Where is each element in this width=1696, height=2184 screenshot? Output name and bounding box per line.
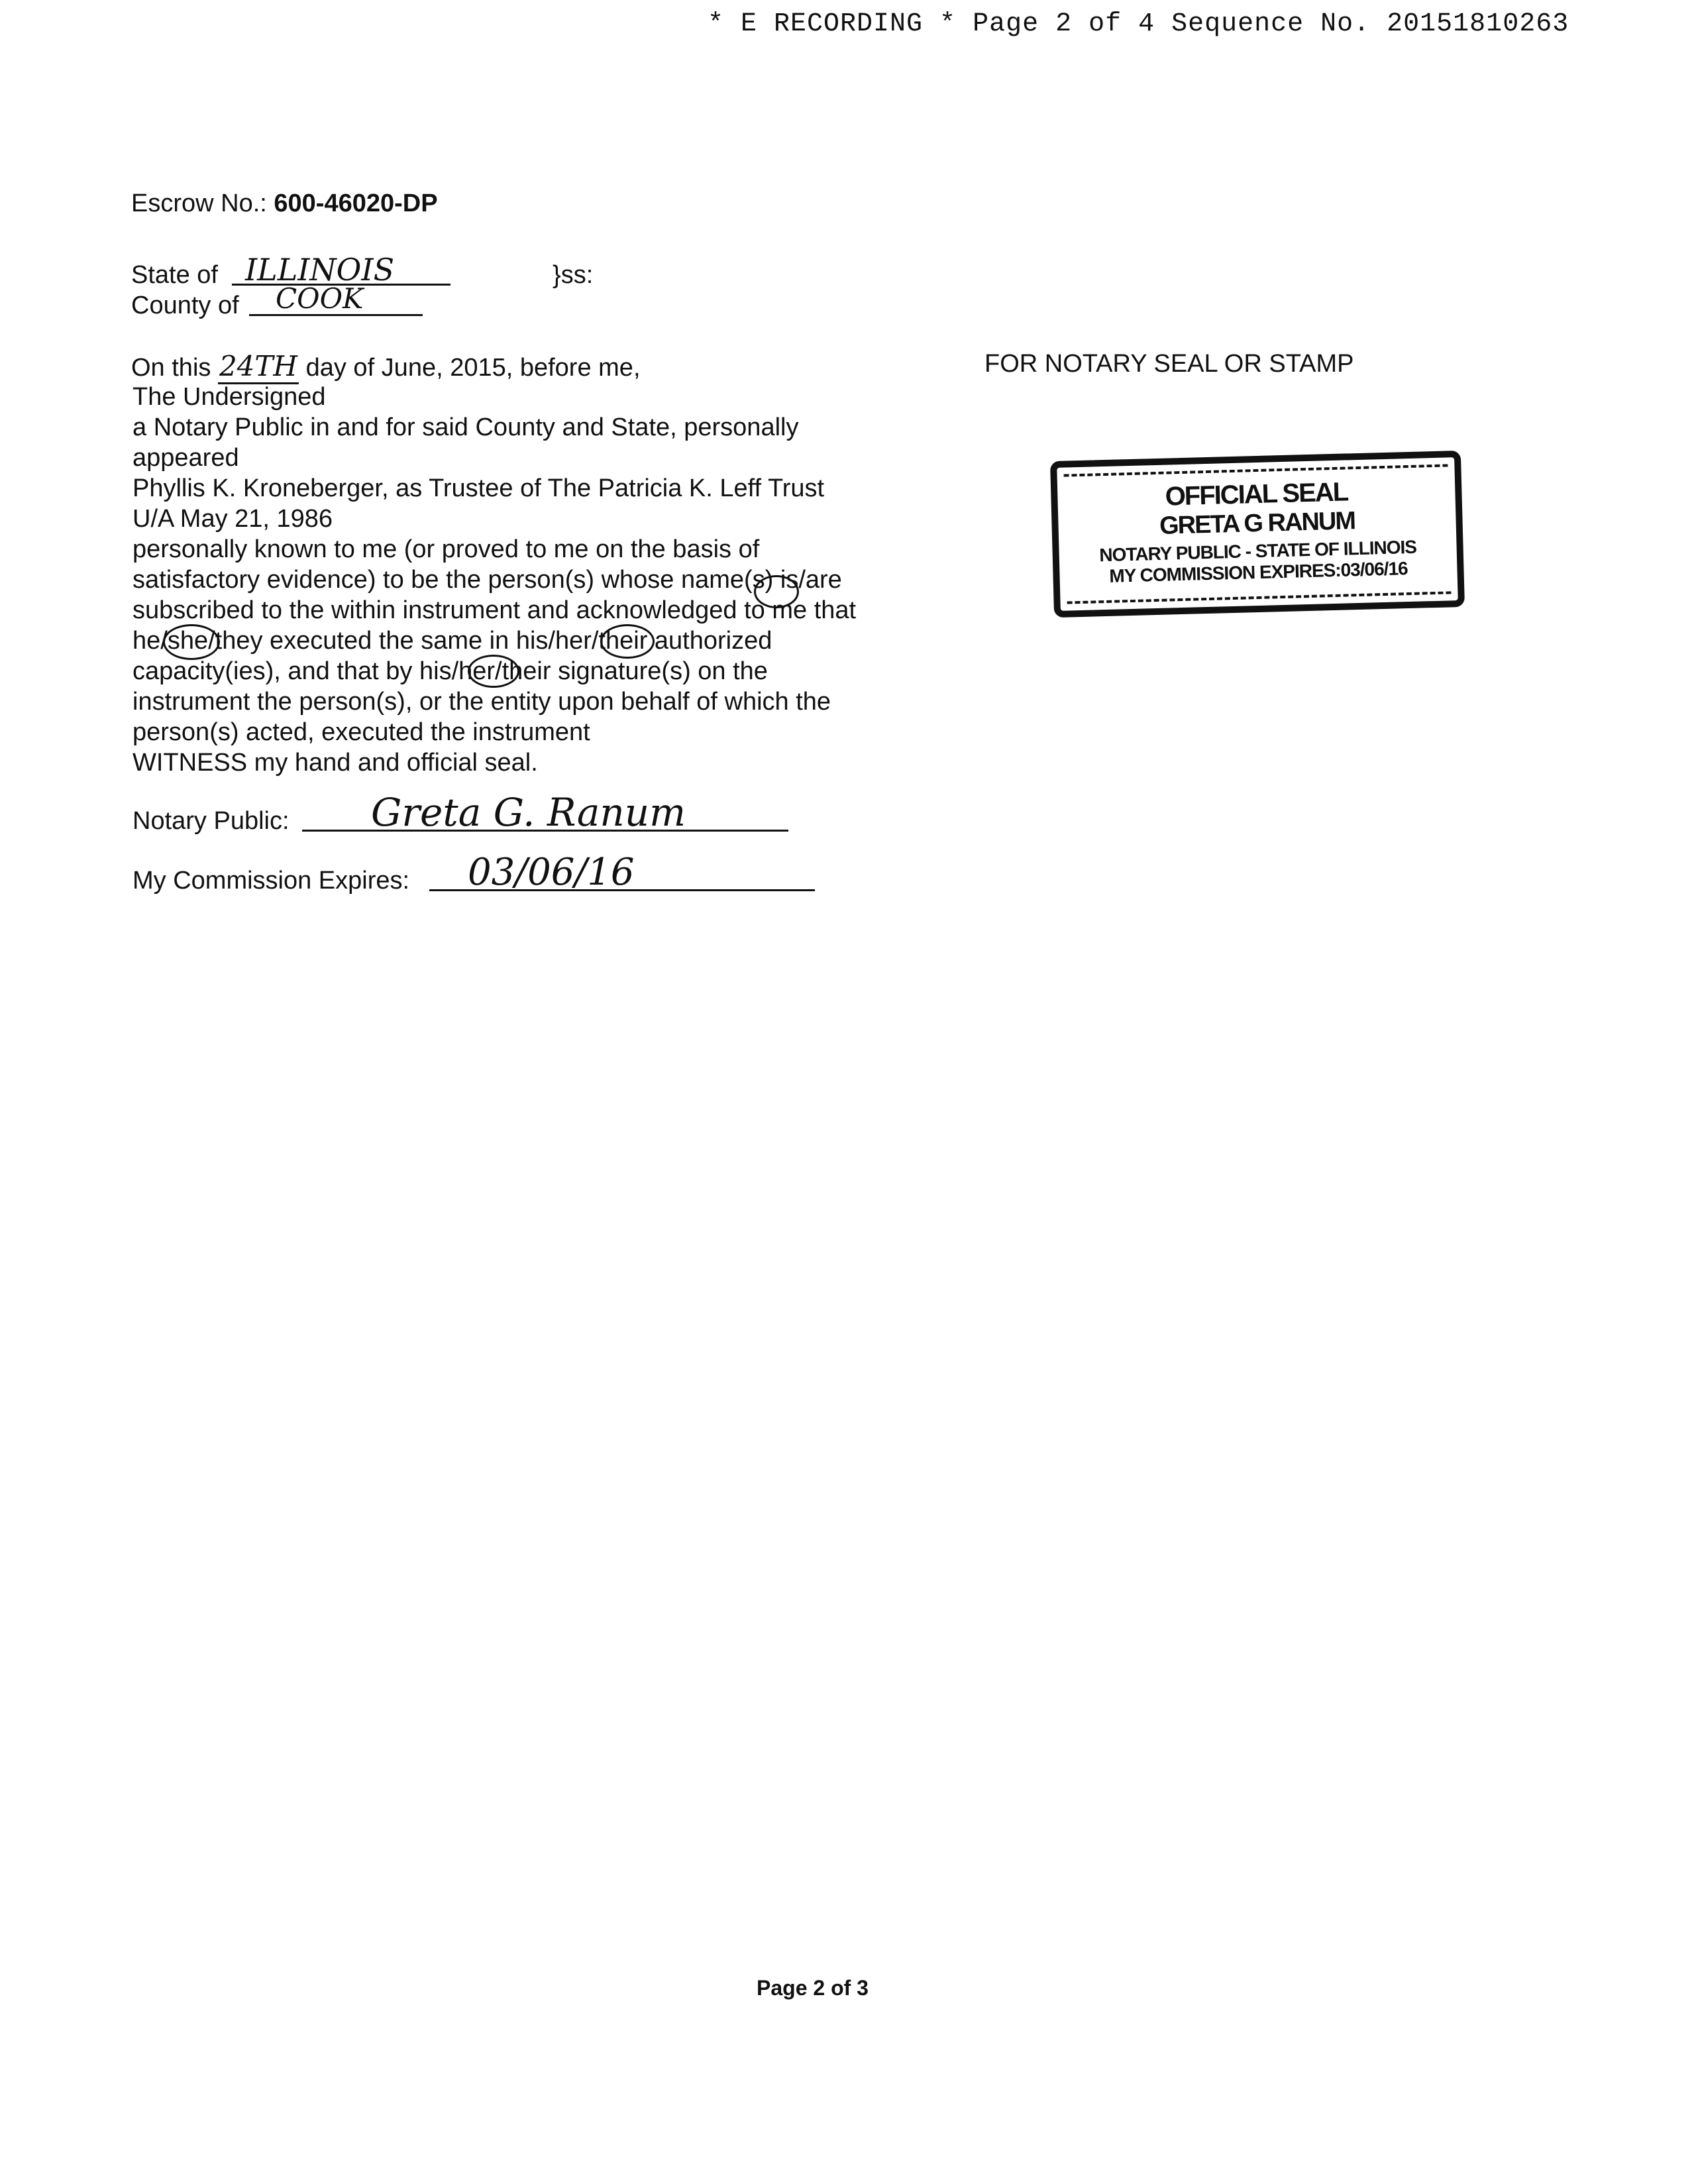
- ss-mark: }ss:: [553, 261, 594, 289]
- recording-header: * E RECORDING * Page 2 of 4 Sequence No. 20151810263: [708, 9, 1569, 39]
- official-seal-stamp: [1050, 451, 1465, 618]
- circle-mark-is: [754, 575, 799, 608]
- on-this-line: [131, 351, 641, 383]
- ack-line: The Undersigned: [132, 383, 326, 411]
- seal-area-label: FOR NOTARY SEAL OR STAMP: [984, 350, 1354, 378]
- circle-mark-her-2: [468, 655, 519, 688]
- county-label: County of: [131, 292, 239, 319]
- escrow-label: Escrow No.:: [131, 190, 267, 217]
- commission-expires-label: My Commission Expires:: [132, 867, 410, 895]
- ack-line: satisfactory evidence) to be the person(s) whose name(s) is/are: [132, 566, 842, 594]
- state-label: State of: [131, 261, 218, 289]
- ack-line: subscribed to the within instrument and acknowledged to me that: [132, 596, 857, 624]
- ack-line: U/A May 21, 1986: [132, 505, 333, 533]
- day-rest-text: day of June, 2015, before me,: [305, 354, 641, 382]
- ack-line: appeared: [132, 444, 239, 472]
- ack-line: person(s) acted, executed the instrument: [132, 718, 590, 746]
- escrow-number: 600-46020-DP: [274, 190, 438, 217]
- circle-mark-she: [163, 624, 220, 660]
- ack-line: instrument the person(s), or the entity upon behalf of which the: [132, 688, 831, 716]
- county-handwritten: COOK: [276, 282, 364, 315]
- ack-line: he/she/they executed the same in his/her/their authorized: [132, 627, 772, 655]
- ack-body: [132, 382, 856, 778]
- ack-line: WITNESS my hand and official seal.: [132, 749, 538, 777]
- notary-public-label: Notary Public:: [132, 807, 290, 835]
- seal-border: [1064, 464, 1452, 604]
- seal-line: MY COMMISSION EXPIRES:03/06/16: [1109, 558, 1408, 586]
- ack-line: capacity(ies), and that by his/her/their signature(s) on the: [132, 657, 768, 685]
- circle-mark-her-1: [600, 624, 655, 659]
- page-footer: Page 2 of 3: [757, 1976, 869, 2000]
- seal-line: GRETA G RANUM: [1159, 507, 1355, 540]
- day-handwritten: 24TH: [218, 350, 299, 384]
- state-handwritten: ILLINOIS: [245, 252, 395, 288]
- seal-line: NOTARY PUBLIC - STATE OF ILLINOIS: [1098, 536, 1417, 566]
- expires-handwritten: 03/06/16: [468, 851, 635, 894]
- notary-signature: Greta G. Ranum: [371, 790, 686, 835]
- ack-line: Phyllis K. Kroneberger, as Trustee of The Patricia K. Leff Trust: [132, 474, 825, 502]
- ack-line: a Notary Public in and for said County and State, personally: [132, 413, 799, 441]
- ack-line: personally known to me (or proved to me on the basis of: [132, 535, 760, 563]
- escrow-line: [131, 188, 438, 219]
- on-this-label: On this: [131, 354, 211, 382]
- seal-line: OFFICIAL SEAL: [1165, 477, 1348, 512]
